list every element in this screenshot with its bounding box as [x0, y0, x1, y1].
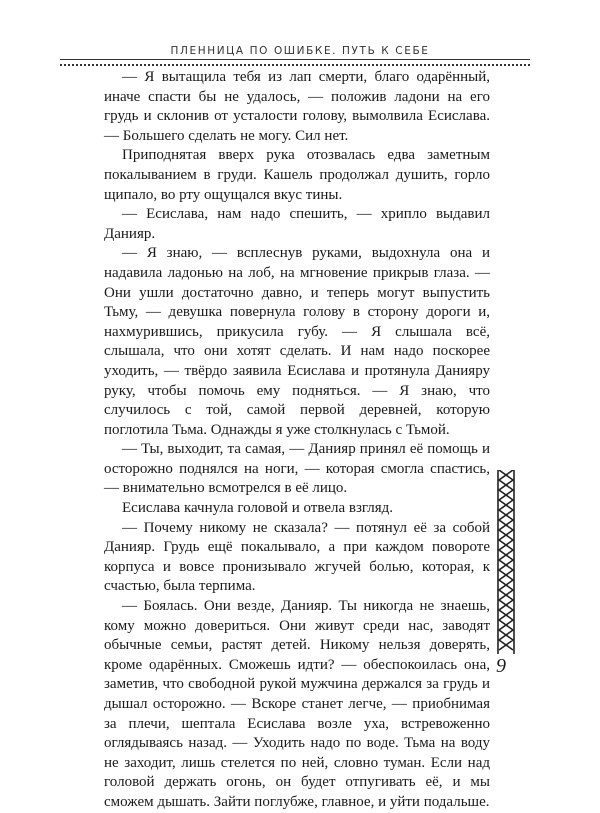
header-rule — [60, 59, 530, 66]
body-text — [104, 68, 490, 813]
knot-ornament-icon — [497, 470, 515, 655]
running-head: ПЛЕННИЦА ПО ОШИБКЕ. ПУТЬ К СЕБЕ — [170, 45, 430, 57]
paragraph-8: — Боялась. Они везде, Данияр. Ты никогда не знаешь, кому можно довериться. Они живут среди нас, заводят обычные семьи, растят детей. Никому нельзя доверять, кроме одарённых. Сможешь идти? — обеспокоилась она, заметив, что свободной рукой мужчина держался за грудь и дышал осторожно. — Вскоре станет легче, — приобнимая за плечи, шептала Есислава возле уха, встревоженно оглядываясь назад. — Уходить надо по воде. Тьма на воду не заходит, лишь стелется по ней, словно туман. Если над головой держать огонь, он будет отпугивать её, и мы сможем дышать. Зайти поглубже, главное, и уйти подальше. — [104, 598, 490, 810]
paragraph-2: Приподнятая вверх рука отозвалась едва заметным покалыванием в груди. Кашель продолжал душить, горло щипало, во рту ощущался вкус тины. — [104, 147, 490, 203]
paragraph-4: — Я знаю, — всплеснув руками, выдохнула она и надавила ладонью на лоб, на мгновение прикрыв глаза. — Они ушли достаточно давно, и теперь могут выпустить Тьму, — девушка повернула голову в сторону дороги и, нахмурившись, прикусила губу. — Я слышала всё, слышала, что они хотят сделать. И нам надо поскорее уходить, — твёрдо заявила Есислава и протянула Данияру руку, чтобы помочь ему подняться. — Я знаю, что случилось с той, самой первой деревней, которую поглотила Тьма. Однажды я уже столкнулась с Тьмой. — [104, 245, 490, 438]
paragraph-3: — Есислава, нам надо спешить, — хрипло выдавил Данияр. — [104, 206, 490, 242]
paragraph-1: — Я вытащила тебя из лап смерти, благо одарённый, иначе спасти бы не удалось, — положив ладони на его грудь и склонив от усталости голову, вымолвила Есислава. — Большего сделать не могу. Сил нет. — [104, 69, 490, 144]
page-number: 9 — [496, 655, 506, 677]
paragraph-7: — Почему никому не сказала? — потянул её за собой Данияр. Грудь ещё покалывало, а при каждом повороте корпуса и вовсе пронизывало жгучей болью, которая, к счастью, была терпима. — [104, 519, 490, 595]
paragraph-6: Есислава качнула головой и отвела взгляд. — [122, 500, 394, 517]
paragraph-5: — Ты, выходит, та самая, — Данияр принял её помощь и осторожно поднялся на ноги, — которая смогла спастись, — внимательно всмотрелся в её лицо. — [104, 441, 490, 497]
